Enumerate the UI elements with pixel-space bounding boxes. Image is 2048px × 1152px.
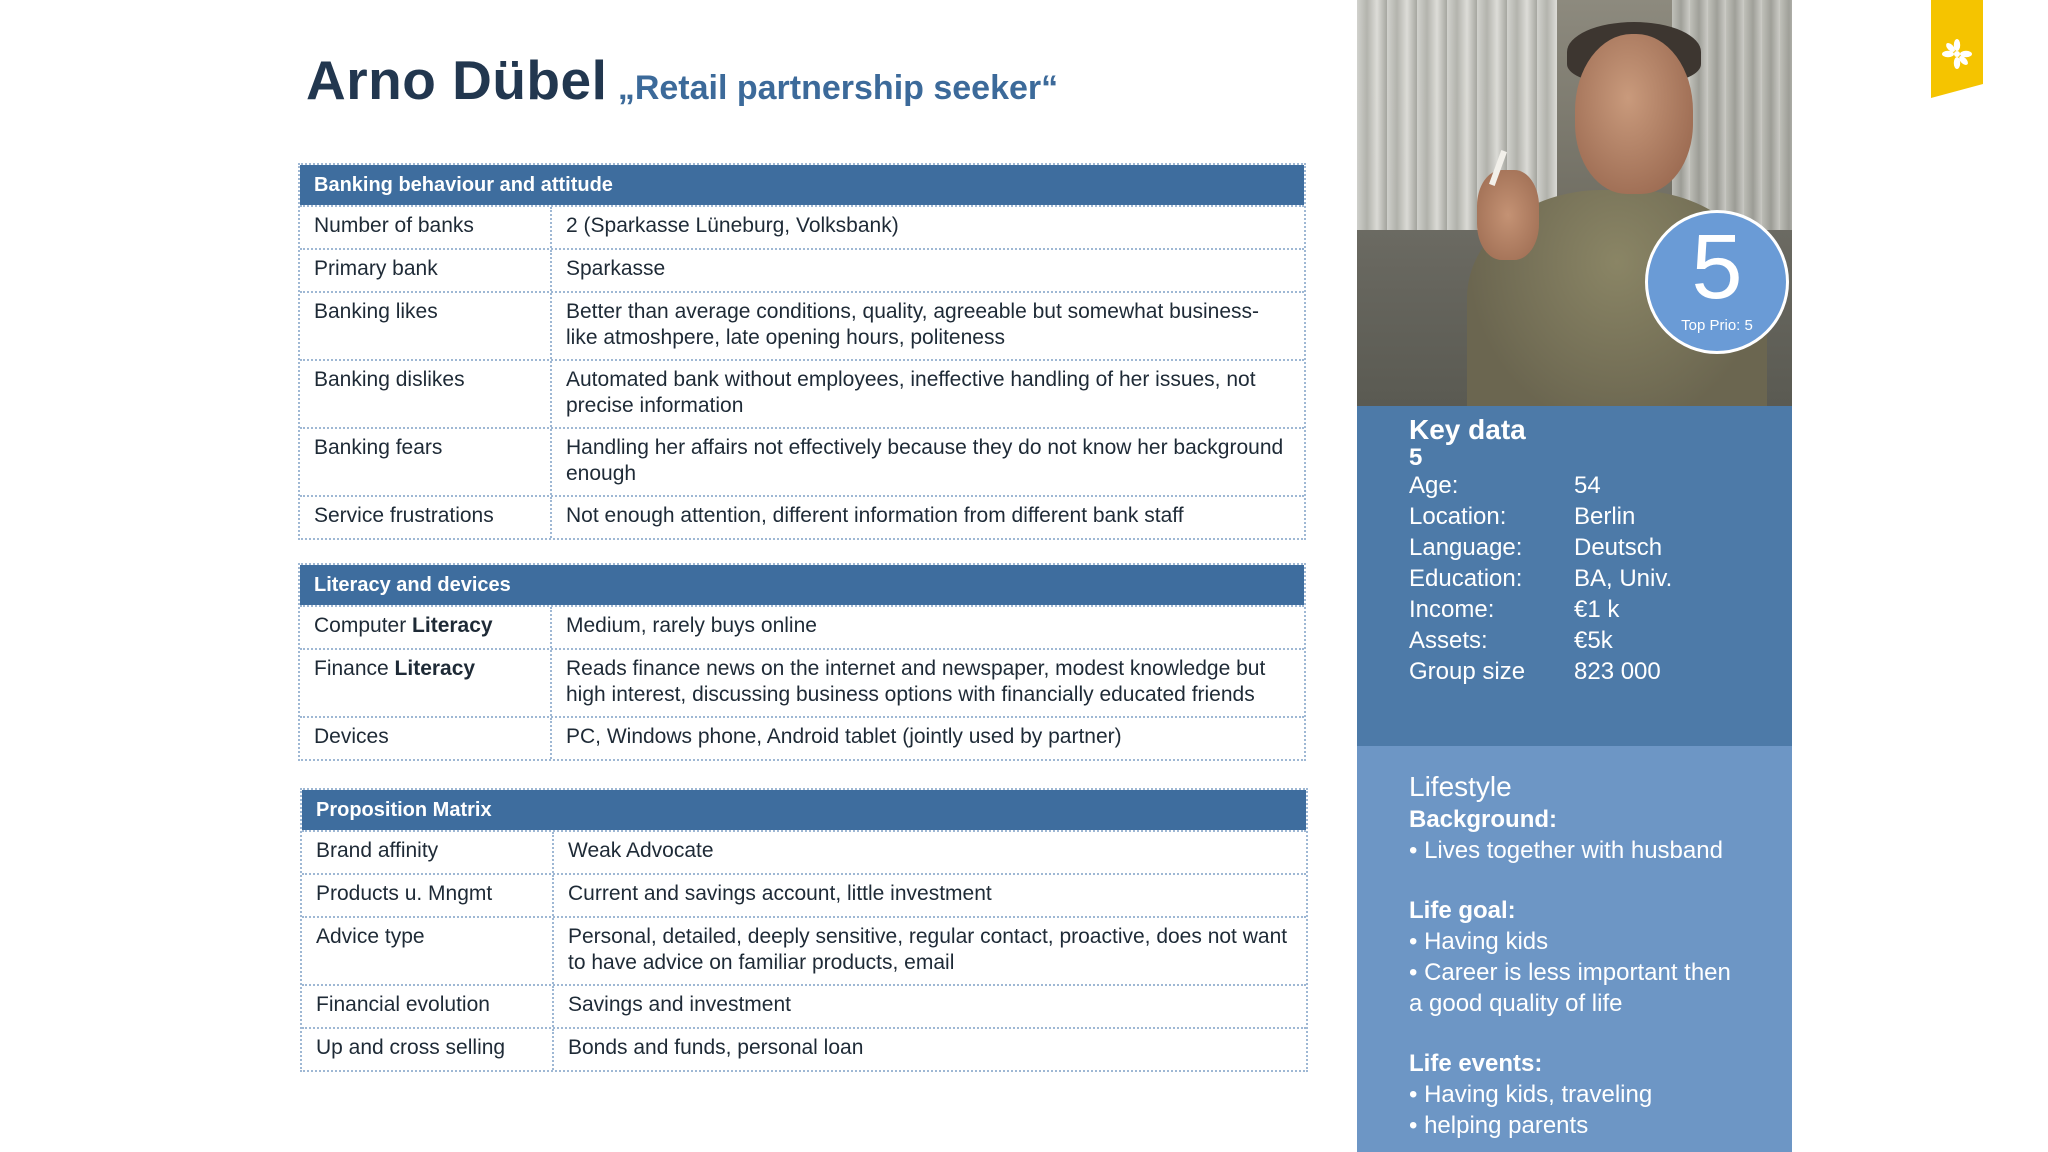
table-row	[300, 716, 1304, 759]
key-data-row	[1409, 594, 1792, 625]
key-data-row	[1409, 470, 1792, 501]
row-label: Number of banks	[300, 207, 552, 248]
table-row	[300, 291, 1304, 359]
table-row	[300, 359, 1304, 427]
row-label: Advice type	[302, 918, 554, 984]
brand-tag	[1931, 0, 1983, 98]
life-goal-item: • Having kids	[1409, 928, 1549, 955]
table-row	[300, 248, 1304, 291]
row-value: Reads finance news on the internet and newspaper, modest knowledge but high interest, discussing business options with financially educated friends	[566, 657, 1266, 706]
table-row	[302, 1027, 1306, 1070]
key-data-value: BA, Univ.	[1574, 565, 1673, 592]
table-row	[302, 873, 1306, 916]
life-events-item: • Having kids, traveling	[1409, 1081, 1653, 1108]
row-label: Financial evolution	[302, 986, 554, 1027]
priority-label: Top Prio: 5	[1681, 317, 1753, 334]
row-value: PC, Windows phone, Android tablet (jointly used by partner)	[566, 725, 1122, 748]
row-value: Medium, rarely buys online	[566, 614, 817, 637]
row-label-text: Finance	[314, 657, 395, 680]
background-item: • Lives together with husband	[1409, 837, 1723, 864]
life-goal-item: • Career is less important then	[1409, 959, 1731, 986]
key-data-row	[1409, 501, 1792, 532]
key-data-row	[1409, 532, 1792, 563]
row-label: Banking fears	[300, 429, 552, 495]
life-events-item: • helping parents	[1409, 1112, 1589, 1139]
photo-person-hand	[1477, 170, 1539, 260]
row-value: Bonds and funds, personal loan	[568, 1036, 864, 1059]
literacy-table-header: Literacy and devices	[300, 565, 1304, 605]
row-value: Current and savings account, little investment	[568, 882, 992, 905]
persona-name: Arno Dübel	[306, 49, 608, 111]
key-data-row	[1409, 625, 1792, 656]
table-row	[302, 984, 1306, 1027]
literacy-table	[298, 563, 1306, 761]
row-label: Primary bank	[300, 250, 552, 291]
row-label: Up and cross selling	[302, 1029, 554, 1070]
key-data-key: Group size	[1409, 658, 1526, 685]
life-goal-item: a good quality of life	[1409, 990, 1623, 1017]
row-label: Service frustrations	[300, 497, 552, 538]
table-row	[300, 495, 1304, 538]
row-label-bold: Literacy	[394, 657, 476, 680]
row-value: 2 (Sparkasse Lüneburg, Volksbank)	[566, 214, 899, 237]
page-title	[306, 48, 1058, 112]
table-row	[302, 916, 1306, 984]
life-events-heading: Life events:	[1409, 1050, 1543, 1077]
flower-icon	[1931, 0, 1983, 98]
row-label-text: Computer	[314, 614, 413, 637]
lifestyle-panel	[1357, 746, 1792, 1152]
key-data-panel	[1357, 406, 1792, 746]
photo-person-face	[1575, 34, 1693, 194]
row-value: Personal, detailed, deeply sensitive, regular contact, proactive, does not want to have advice on familiar products, email	[568, 925, 1288, 974]
row-label: Banking dislikes	[300, 361, 552, 427]
row-label	[300, 650, 552, 716]
row-label: Products u. Mngmt	[302, 875, 554, 916]
table-row	[300, 648, 1304, 716]
key-data-value: 823 000	[1574, 658, 1661, 685]
key-data-key: Age:	[1409, 472, 1459, 499]
key-data-title: Key data	[1409, 414, 1526, 445]
row-value: Handling her affairs not effectively because they do not know her background enough	[566, 436, 1284, 485]
row-value: Savings and investment	[568, 993, 791, 1016]
row-label: Brand affinity	[302, 832, 554, 873]
row-label-text: Devices	[314, 725, 389, 748]
row-label	[300, 718, 552, 759]
proposition-table-header: Proposition Matrix	[302, 790, 1306, 830]
key-data-value: 54	[1574, 472, 1601, 499]
key-data-key: Education:	[1409, 565, 1523, 592]
key-data-key: Location:	[1409, 503, 1507, 530]
key-data-value: €5k	[1574, 627, 1613, 654]
key-data-key: Income:	[1409, 596, 1495, 623]
row-value: Sparkasse	[566, 257, 666, 280]
background-heading: Background:	[1409, 806, 1558, 833]
row-label-bold: Literacy	[412, 614, 493, 637]
table-row	[300, 427, 1304, 495]
row-label: Banking likes	[300, 293, 552, 359]
row-value: Not enough attention, different information from different bank staff	[566, 504, 1184, 527]
row-value: Weak Advocate	[568, 839, 714, 862]
table-row	[300, 205, 1304, 248]
key-data-key: Language:	[1409, 534, 1523, 561]
key-data-row	[1409, 563, 1792, 594]
key-data-key: Assets:	[1409, 627, 1488, 654]
row-value: Better than average conditions, quality, agreeable but somewhat business-like atmoshpere, late opening hours, politeness	[566, 300, 1260, 349]
key-data-value: Berlin	[1574, 503, 1636, 530]
banking-table-header: Banking behaviour and attitude	[300, 165, 1304, 205]
key-data-number: 5	[1409, 444, 1423, 471]
priority-number: 5	[1691, 216, 1743, 318]
life-goal-heading: Life goal:	[1409, 897, 1516, 924]
table-row	[300, 605, 1304, 648]
key-data-row	[1409, 656, 1792, 687]
proposition-table	[300, 788, 1308, 1072]
banking-table	[298, 163, 1306, 540]
table-row	[302, 830, 1306, 873]
lifestyle-title: Lifestyle	[1409, 771, 1512, 802]
key-data-value: €1 k	[1574, 596, 1620, 623]
priority-badge	[1645, 210, 1789, 354]
persona-subtitle: „Retail partnership seeker“	[617, 69, 1059, 107]
key-data-value: Deutsch	[1574, 534, 1663, 561]
row-value: Automated bank without employees, ineffective handling of her issues, not precise information	[566, 368, 1256, 417]
row-label	[300, 607, 552, 648]
